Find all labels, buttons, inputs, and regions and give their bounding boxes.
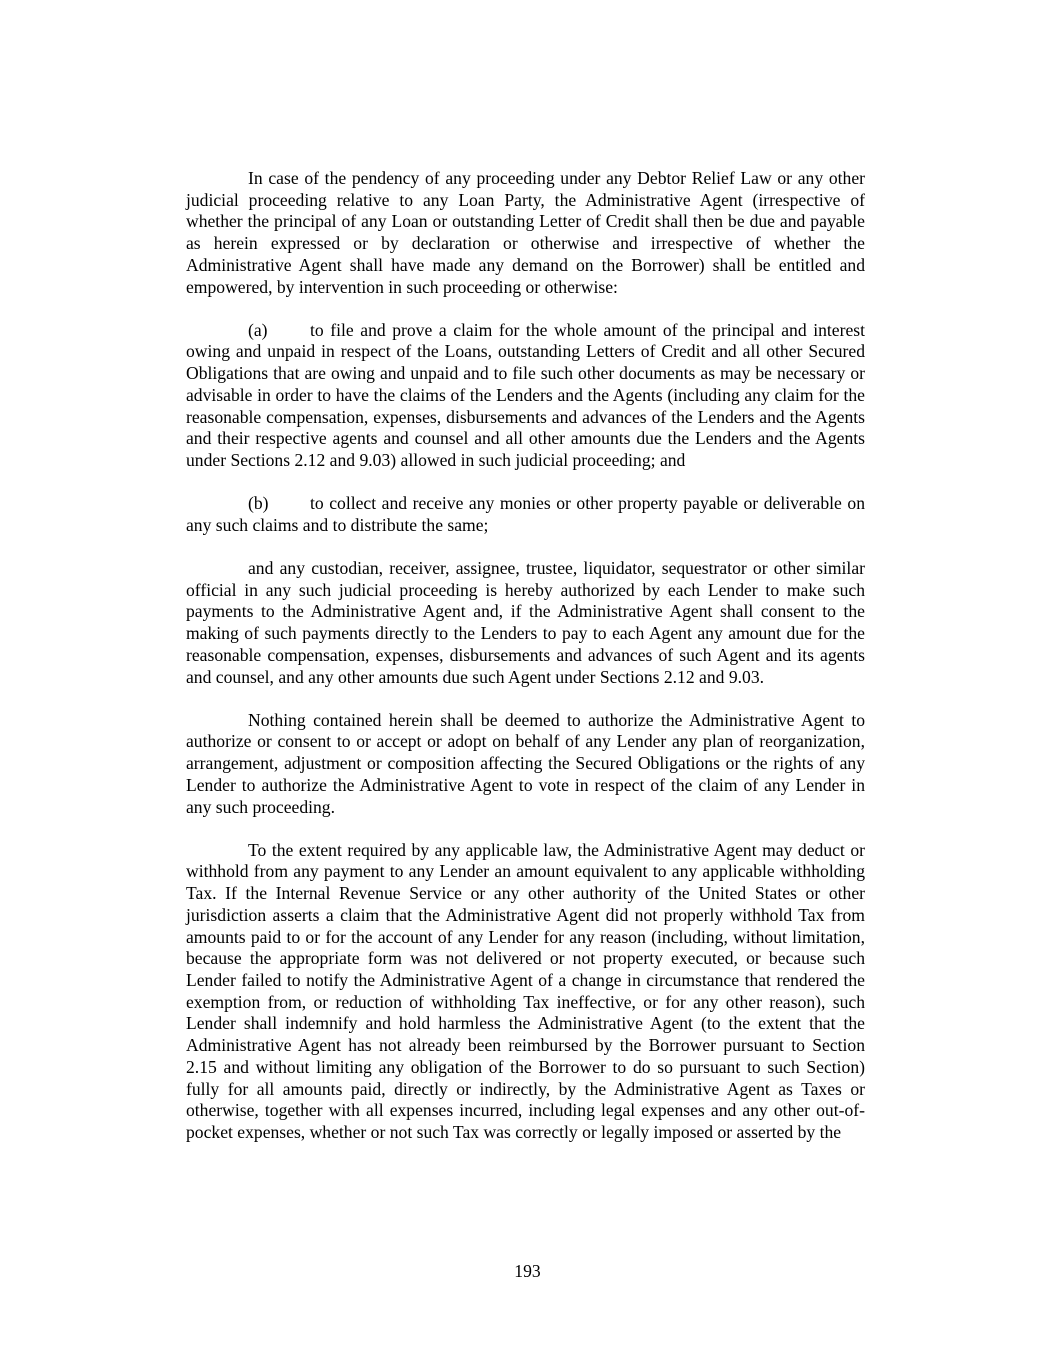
paragraph-item-b	[186, 493, 865, 536]
paragraph-custodian: and any custodian, receiver, assignee, trustee, liquidator, sequestrator or other similar official in any such judicial proceeding is hereby authorized by each Lender to make such payments to the Administrative Agent and, if the Administrative Agent shall consent to the making of such payments directly to the Lenders to pay to each Agent any amount due for the reasonable compensation, expenses, disbursements and advances of such Agent and its agents and counsel, and any other amounts due such Agent under Sections 2.12 and 9.03.	[186, 558, 865, 687]
item-a-text: to file and prove a claim for the whole amount of the principal and interest owing and unpaid in respect of the Loans, outstanding Letters of Credit and all other Secured Obligations that are owing and unpaid and to file such other documents as may be necessary or advisable in order to have the claims of the Lenders and the Agents (including any claim for the reasonable compensation, expenses, disbursements and advances of the Lenders and the Agents and their respective agents and counsel and all other amounts due the Lenders and the Agents under Sections 2.12 and 9.03) allowed in such judicial proceeding; and	[186, 319, 865, 470]
item-a-label: (a)	[248, 319, 268, 340]
paragraph-item-a	[186, 320, 865, 472]
item-b-text: to collect and receive any monies or other property payable or deliverable on any such claims and to distribute the same;	[186, 493, 865, 535]
item-b-label: (b)	[248, 493, 269, 514]
paragraph-withholding: To the extent required by any applicable law, the Administrative Agent may deduct or withhold from any payment to any Lender an amount equivalent to any applicable withholding Tax. If the Internal Revenue Service or any other authority of the United States or other jurisdiction asserts a claim that the Administrative Agent did not properly withhold Tax from amounts paid to or for the account of any Lender for any reason (including, without limitation, because the appropriate form was not delivered or not property executed, or because such Lender failed to notify the Administrative Agent of a change in circumstance that rendered the exemption from, or reduction of withholding Tax ineffective, or for any other reason), such Lender shall indemnify and hold harmless the Administrative Agent (to the extent that the Administrative Agent has not already been reimbursed by the Borrower pursuant to Section 2.15 and without limiting any obligation of the Borrower to do so pursuant to such Section) fully for all amounts paid, directly or indirectly, by the Administrative Agent as Taxes or otherwise, together with all expenses incurred, including legal expenses and any other out-of-pocket expenses, whether or not such Tax was correctly or legally imposed or asserted by the	[186, 839, 865, 1142]
document-body	[186, 168, 865, 1165]
paragraph-nothing-contained: Nothing contained herein shall be deemed to authorize the Administrative Agent to authorize or consent to or accept or adopt on behalf of any Lender any plan of reorganization, arrangement, adjustment or composition affecting the Secured Obligations or the rights of any Lender to authorize the Administrative Agent to vote in respect of the claim of any Lender in any such proceeding.	[186, 709, 865, 817]
page-number: 193	[514, 1261, 541, 1281]
paragraph-intro: In case of the pendency of any proceeding under any Debtor Relief Law or any other judicial proceeding relative to any Loan Party, the Administrative Agent (irrespective of whether the principal of any Loan or outstanding Letter of Credit shall then be due and payable as herein expressed or by declaration or otherwise and irrespective of whether the Administrative Agent shall have made any demand on the Borrower) shall be entitled and empowered, by intervention in such proceeding or otherwise:	[186, 168, 865, 297]
